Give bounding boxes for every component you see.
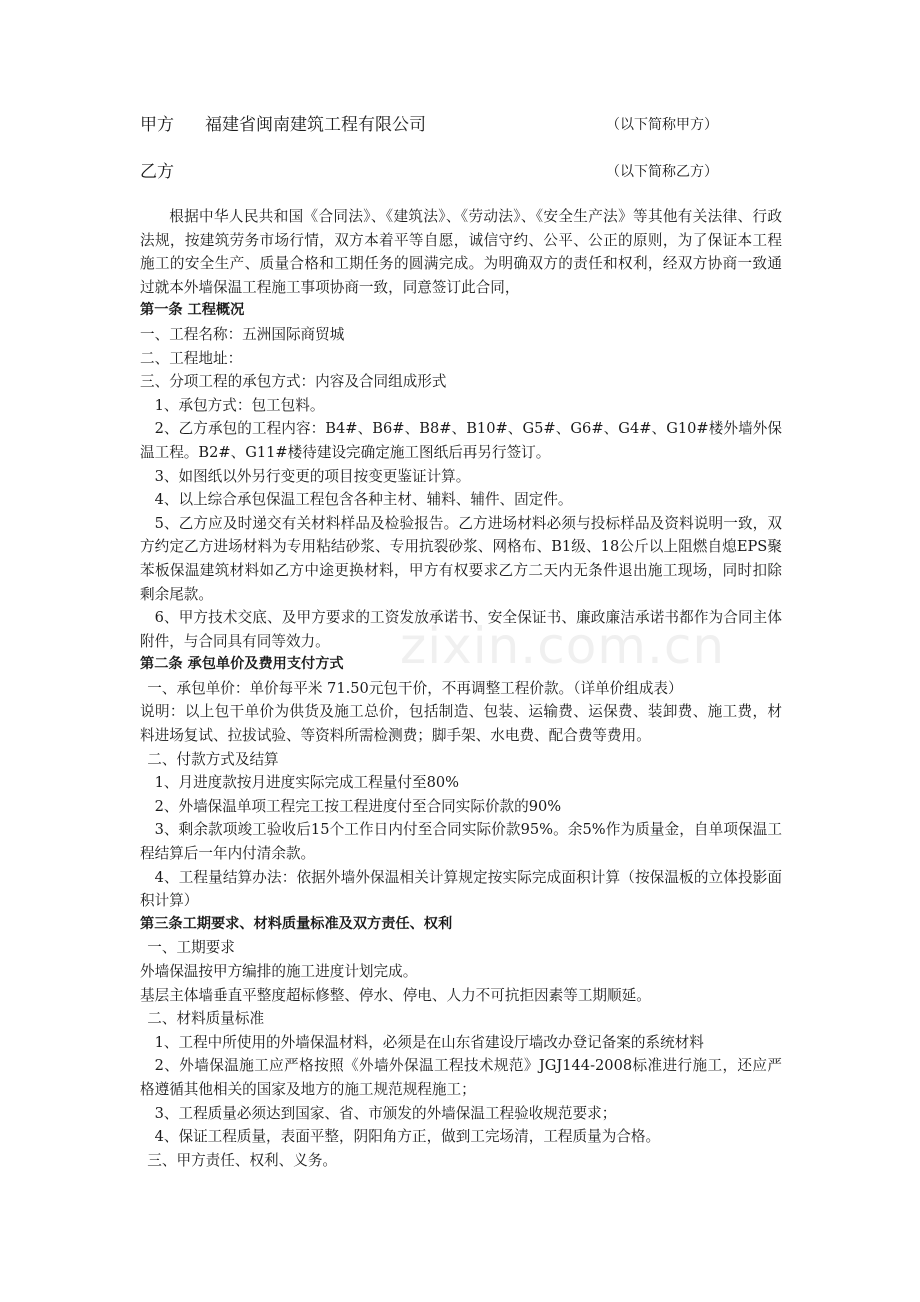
- article-2-item: 1、月进度款按月进度实际完成工程量付至80%: [154, 774, 460, 792]
- intro-paragraph: 根据中华人民共和国《合同法》、《建筑法》、《劳动法》、《安全生产法》等其他有关法律、行政法规，按建筑劳务市场行情，双方本着平等自愿，诚信守约、公平、公正的原则，为了保证本工程施工的安全生产、质量合格和工期任务的圆满完成。为明确双方的责任和权利，经双方协商一致通过就本外墙保温工程施工事项协商一致，同意签订此合同，: [140, 208, 782, 296]
- party-b-label: 乙方: [140, 162, 174, 182]
- article-3-heading: 第三条工期要求、材料质量标准及双方责任、权利: [140, 915, 453, 932]
- article-2-item: 2、外墙保温单项工程完工按工程进度付至合同实际价款的90%: [154, 797, 562, 815]
- article-3-item: 4、保证工程质量，表面平整，阴阳角方正，做到工完场清，工程质量为合格。: [154, 1128, 661, 1146]
- article-3-item: 基层主体墙垂直平整度超标修整、停水、停电、人力不可抗拒因素等工期顺延。: [140, 986, 651, 1004]
- party-b-line: [140, 157, 740, 187]
- article-2-item: 二、付款方式及结算: [147, 750, 279, 768]
- article-2-item: 3、剩余款项竣工验收后15个工作日内付至合同实际价款95%。余5%作为质量金，自单项保温工程结算后一年内付清余款。: [140, 821, 782, 863]
- article-3-item: 三、甲方责任、权利、义务。: [147, 1151, 338, 1169]
- party-b-abbreviation: （以下简称乙方）: [606, 164, 718, 180]
- watermark: zixin.com.cn: [400, 617, 726, 675]
- article-2-note: 说明：以上包干单价为供货及施工总价，包括制造、包装、运输费、运保费、装卸费、施工费，材料进场复试、拉拔试验、等资料所需检测费；脚手架、水电费、配合费等费用。: [140, 703, 782, 745]
- article-3-item: 3、工程质量必须达到国家、省、市颁发的外墙保温工程验收规范要求；: [154, 1104, 617, 1122]
- article-1-item: 3、如图纸以外另行变更的项目按变更鉴证计算。: [154, 467, 471, 485]
- article-1-item: 6、甲方技术交底、及甲方要求的工资发放承诺书、安全保证书、廉政廉洁承诺书都作为合同主体附件，与合同具有同等效力。: [140, 609, 782, 650]
- article-3-item: 2、外墙保温施工应严格按照《外墙外保温工程技术规范》JGJ144-2008标准进行施工，还应严格遵循其他相关的国家及地方的施工规范规程施工；: [140, 1057, 782, 1098]
- article-1-item: 三、分项工程的承包方式：内容及合同组成形式: [140, 373, 447, 391]
- article-1-item: 1、承包方式：包工包料。: [154, 396, 325, 414]
- article-2-item: 一、承包单价：单价每平米 71.50元包干价，不再调整工程价款。（详单价组成表）: [147, 679, 683, 697]
- article-3-item: 1、工程中所使用的外墙保温材料，必须是在山东省建设厅墙改办登记备案的系统材料: [154, 1033, 704, 1051]
- party-a-line: [140, 110, 740, 140]
- article-1-item: 2、乙方承包的工程内容：B4#、B6#、B8#、B10#、G5#、G6#、G4#、G10#楼外墙外保温工程。B2#、G11#楼待建设完确定施工图纸后再另行签订。: [140, 420, 782, 461]
- article-1-item: 5、乙方应及时递交有关材料样品及检验报告。乙方进场材料必须与投标样品及资料说明一致，双方约定乙方进场材料为专用粘结砂浆、专用抗裂砂浆、网格布、B1级、18公斤以上阻燃自熄EPS聚苯板保温建筑材料如乙方中途更换材料，甲方有权要求乙方二天内无条件退出施工现场，同时扣除剩余尾款。: [140, 514, 782, 603]
- article-3-item: 二、材料质量标准: [147, 1010, 265, 1028]
- article-1-item: 二、工程地址：: [140, 349, 243, 367]
- article-1-item: 一、工程名称：五洲国际商贸城: [140, 325, 345, 343]
- contract-body: [140, 205, 782, 1172]
- party-a-abbreviation: （以下简称甲方）: [606, 117, 718, 133]
- article-1-heading: 第一条 工程概况: [140, 302, 245, 319]
- article-2-item: 4、工程量结算办法：依据外墙外保温相关计算规定按实际完成面积计算（按保温板的立体投影面积计算）: [140, 868, 782, 910]
- article-3-item: 外墙保温按甲方编排的施工进度计划完成。: [140, 963, 418, 980]
- article-3-item: 一、工期要求: [147, 939, 235, 957]
- article-1-item: 4、以上综合承包保温工程包含各种主材、辅料、辅件、固定件。: [154, 491, 573, 509]
- article-2-heading: 第二条 承包单价及费用支付方式: [140, 656, 344, 673]
- party-a-label: 甲方: [140, 115, 174, 135]
- party-a-name: 福建省闽南建筑工程有限公司: [205, 115, 426, 135]
